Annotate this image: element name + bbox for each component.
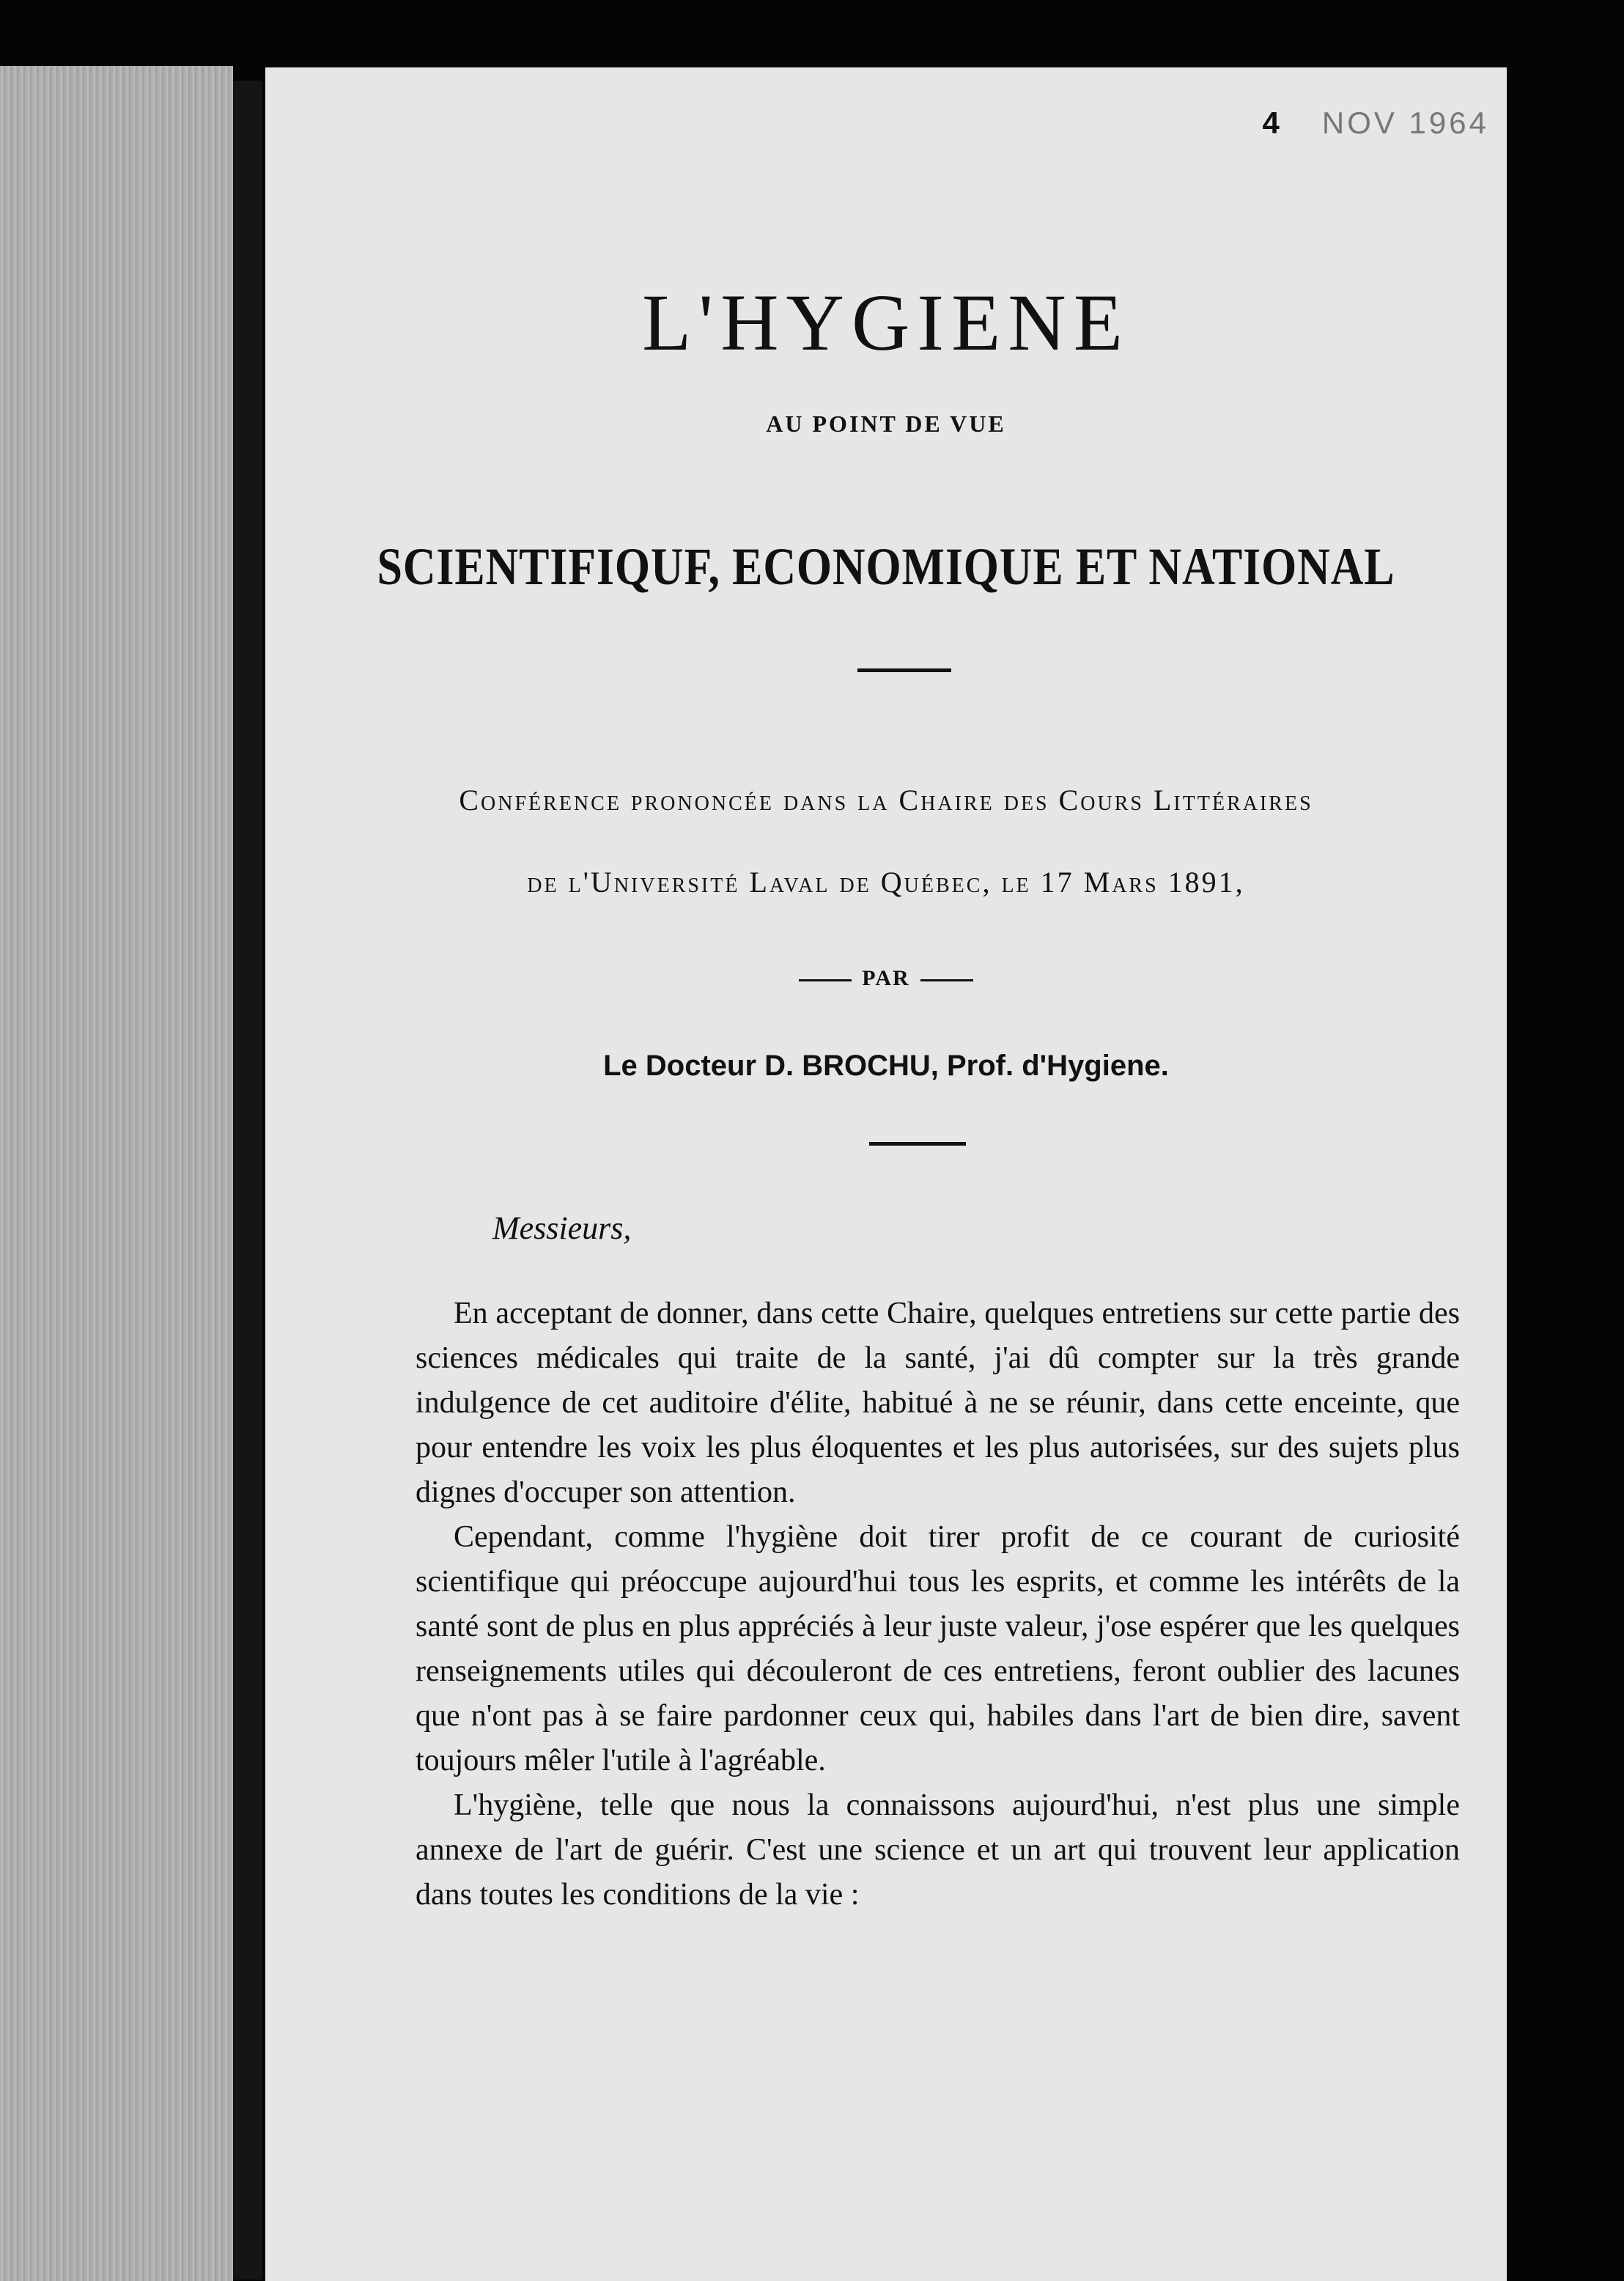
divider-rule-2: [869, 1142, 966, 1146]
body-text: [416, 1291, 1460, 1917]
dash-left: [799, 979, 852, 981]
date-stamp: [1263, 106, 1489, 141]
stamp-month-year: NOV 1964: [1321, 106, 1489, 140]
paragraph: L'hygiène, telle que nous la connaissons aujourd'hui, n'est plus une simple annexe de l'art de guérir. C'est une science et un art qui trouvent leur application dans toutes les conditions de la vie :: [416, 1788, 1460, 1912]
salutation: Messieurs,: [492, 1210, 632, 1246]
author-line: Le Docteur D. BROCHU, Prof. d'Hygiene.: [603, 1050, 1169, 1082]
paragraph: Cependant, comme l'hygiène doit tirer profit de ce courant de curiosité scientifique qui préoccupe aujourd'hui tous les esprits, et comme les intérêts de la santé sont de plus en plus appréciés à leur juste valeur, j'ose espérer que les quelques renseignements utiles qui découleront de ces entretiens, feront oublier des lacunes que n'ont pas à se faire pardonner ceux qui, habiles dans l'art de bien dire, savent toujours mêler l'utile à l'agréable.: [416, 1520, 1460, 1777]
document-subtitle: AU POINT DE VUE: [766, 410, 1006, 437]
book-cover-edge: [0, 66, 233, 2281]
document-page: [265, 67, 1507, 2281]
conference-line-2: de l'Université Laval de Québec, le 17 Mars 1891,: [527, 866, 1245, 899]
document-title: L'HYGIENE: [642, 278, 1130, 367]
by-label: PAR: [862, 966, 910, 990]
divider-rule: [857, 668, 951, 672]
conference-line-1: Conférence prononcée dans la Chaire des Cours Littéraires: [459, 784, 1313, 817]
stamp-day: 4: [1262, 106, 1282, 140]
paragraph: En acceptant de donner, dans cette Chaire, quelques entretiens sur cette partie des sciences médicales qui traite de la santé, j'ai dû compter sur la très grande indulgence de cet auditoire d'élite, habitué à ne se réunir, dans cette enceinte, que pour entendre les voix les plus éloquentes et les plus autorisées, sur des sujets plus dignes d'occuper son attention.: [416, 1297, 1460, 1509]
by-line: [265, 966, 1507, 991]
binding-shadow: [233, 81, 262, 2280]
dash-right: [920, 979, 973, 981]
document-subtitle-main: SCIENTIFIQUF, ECONOMIQUE ET NATIONAL: [377, 537, 1395, 596]
